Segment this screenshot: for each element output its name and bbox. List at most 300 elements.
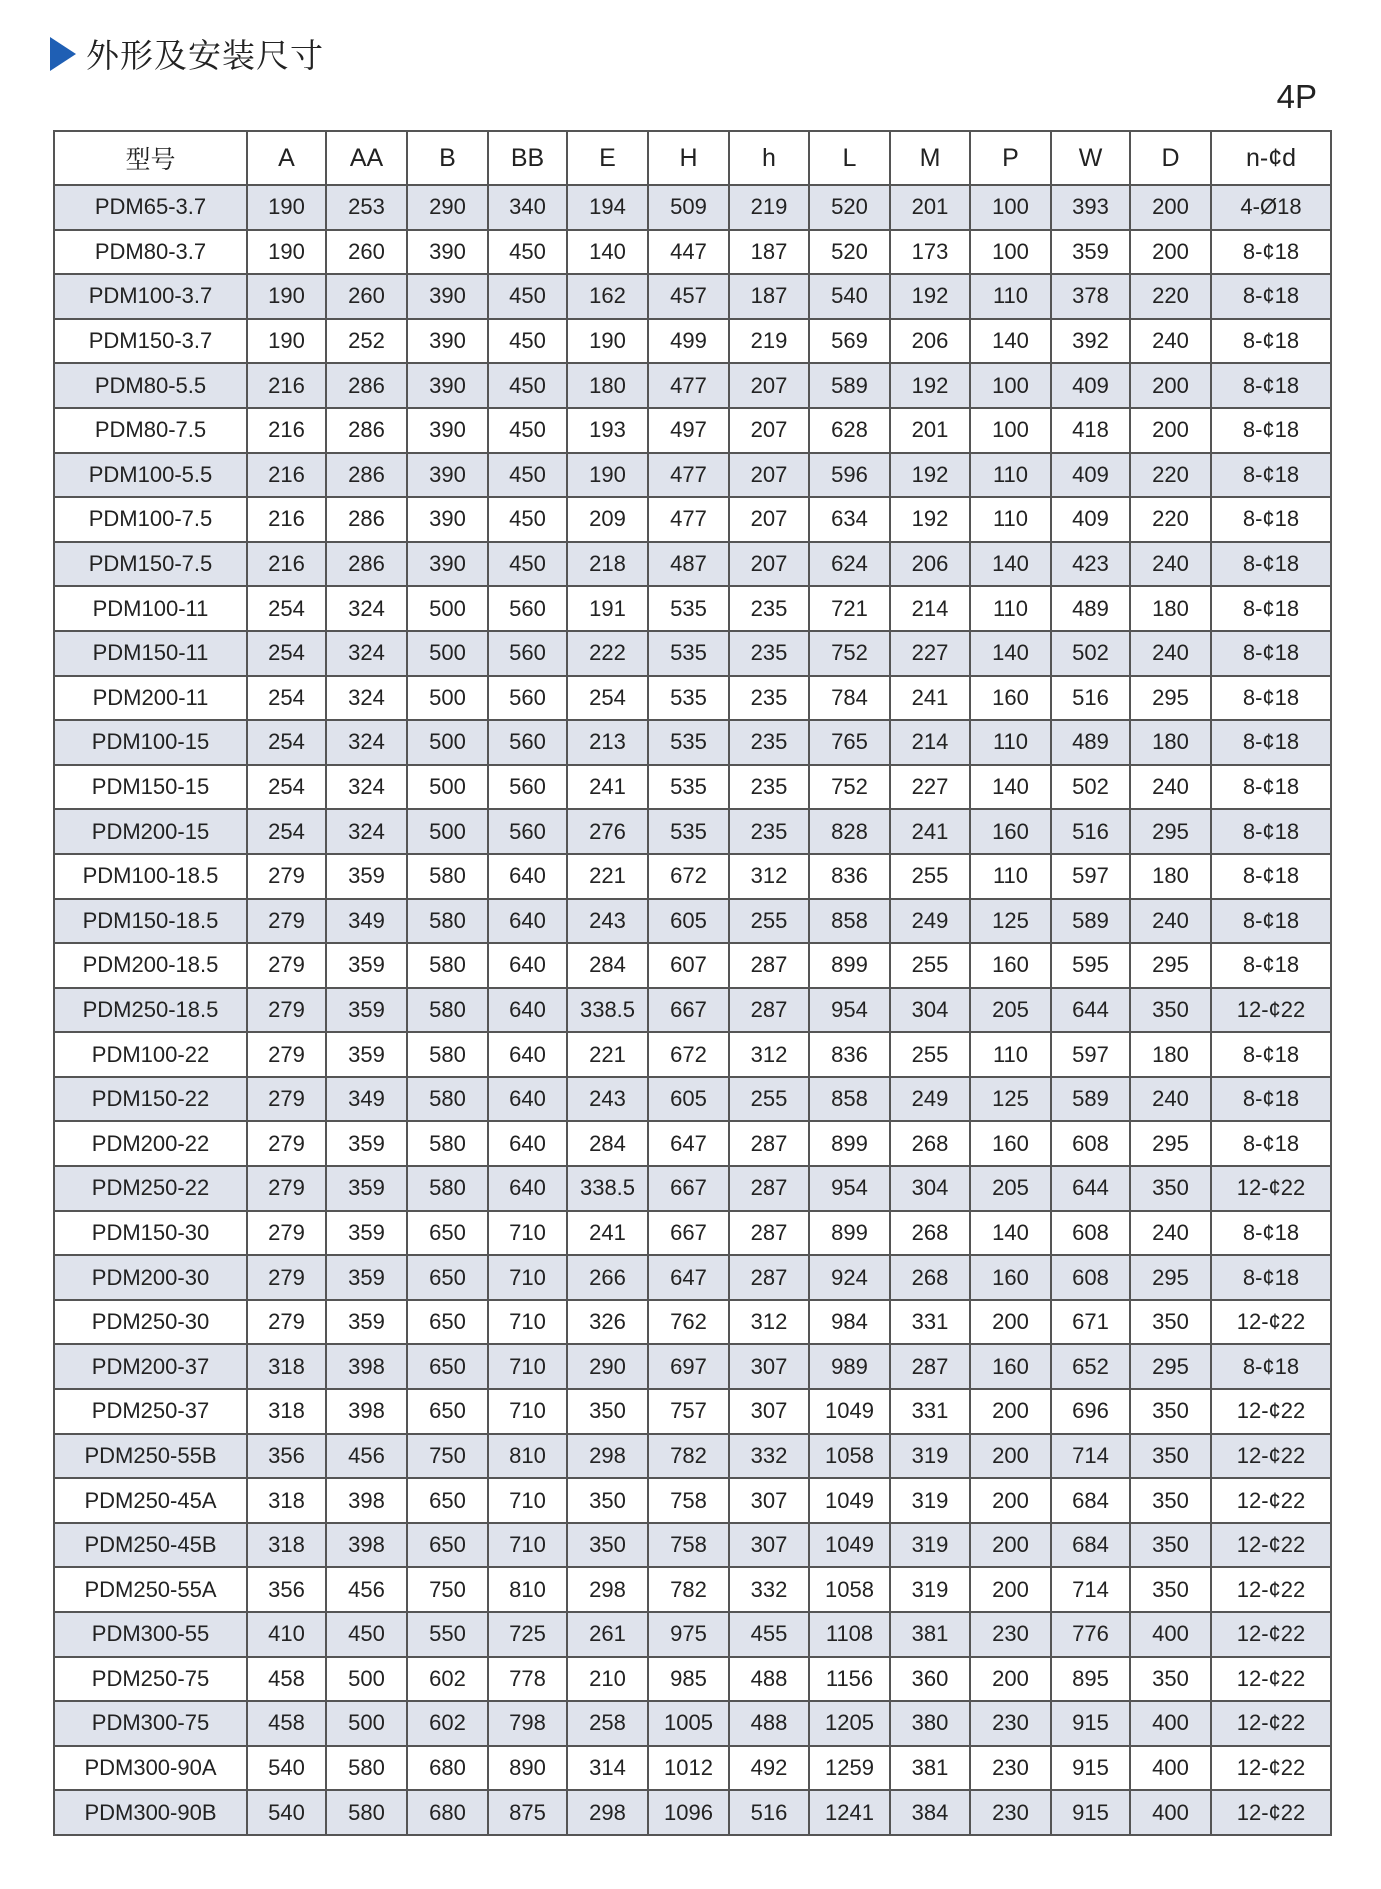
value-cell: 200 bbox=[1130, 230, 1211, 275]
value-cell: 219 bbox=[729, 185, 809, 230]
model-cell: PDM200-22 bbox=[54, 1121, 247, 1166]
value-cell: 390 bbox=[407, 542, 488, 587]
value-cell: 650 bbox=[407, 1478, 488, 1523]
model-cell: PDM150-11 bbox=[54, 631, 247, 676]
value-cell: 455 bbox=[729, 1612, 809, 1657]
value-cell: 324 bbox=[326, 809, 407, 854]
value-cell: 8-¢18 bbox=[1211, 274, 1331, 319]
model-cell: PDM100-15 bbox=[54, 720, 247, 765]
value-cell: 356 bbox=[247, 1567, 326, 1612]
value-cell: 240 bbox=[1130, 542, 1211, 587]
value-cell: 644 bbox=[1051, 1166, 1130, 1211]
value-cell: 580 bbox=[407, 1032, 488, 1077]
table-row bbox=[54, 1434, 1331, 1479]
value-cell: 1108 bbox=[809, 1612, 890, 1657]
value-cell: 350 bbox=[1130, 1478, 1211, 1523]
value-cell: 298 bbox=[567, 1567, 648, 1612]
value-cell: 187 bbox=[729, 274, 809, 319]
value-cell: 318 bbox=[247, 1478, 326, 1523]
table-row bbox=[54, 542, 1331, 587]
value-cell: 477 bbox=[648, 453, 729, 498]
column-header: B bbox=[407, 131, 488, 185]
value-cell: 605 bbox=[648, 899, 729, 944]
value-cell: 697 bbox=[648, 1344, 729, 1389]
value-cell: 220 bbox=[1130, 274, 1211, 319]
value-cell: 725 bbox=[488, 1612, 567, 1657]
value-cell: 193 bbox=[567, 408, 648, 453]
value-cell: 899 bbox=[809, 943, 890, 988]
value-cell: 125 bbox=[970, 899, 1051, 944]
value-cell: 458 bbox=[247, 1657, 326, 1702]
value-cell: 200 bbox=[970, 1478, 1051, 1523]
value-cell: 890 bbox=[488, 1746, 567, 1791]
value-cell: 314 bbox=[567, 1746, 648, 1791]
value-cell: 230 bbox=[970, 1612, 1051, 1657]
value-cell: 241 bbox=[567, 1211, 648, 1256]
value-cell: 915 bbox=[1051, 1701, 1130, 1746]
value-cell: 110 bbox=[970, 453, 1051, 498]
value-cell: 499 bbox=[648, 319, 729, 364]
table-row bbox=[54, 497, 1331, 542]
value-cell: 190 bbox=[567, 453, 648, 498]
value-cell: 492 bbox=[729, 1746, 809, 1791]
model-cell: PDM250-37 bbox=[54, 1389, 247, 1434]
value-cell: 319 bbox=[890, 1567, 970, 1612]
value-cell: 836 bbox=[809, 854, 890, 899]
value-cell: 8-¢18 bbox=[1211, 497, 1331, 542]
value-cell: 284 bbox=[567, 943, 648, 988]
value-cell: 589 bbox=[809, 363, 890, 408]
value-cell: 450 bbox=[326, 1612, 407, 1657]
value-cell: 279 bbox=[247, 1077, 326, 1122]
value-cell: 520 bbox=[809, 185, 890, 230]
value-cell: 589 bbox=[1051, 899, 1130, 944]
value-cell: 279 bbox=[247, 1211, 326, 1256]
value-cell: 650 bbox=[407, 1389, 488, 1434]
value-cell: 1049 bbox=[809, 1523, 890, 1568]
table-row bbox=[54, 230, 1331, 275]
value-cell: 1241 bbox=[809, 1790, 890, 1835]
value-cell: 924 bbox=[809, 1255, 890, 1300]
value-cell: 160 bbox=[970, 676, 1051, 721]
value-cell: 220 bbox=[1130, 497, 1211, 542]
table-row bbox=[54, 453, 1331, 498]
value-cell: 360 bbox=[890, 1657, 970, 1702]
value-cell: 190 bbox=[247, 185, 326, 230]
value-cell: 350 bbox=[1130, 1523, 1211, 1568]
value-cell: 560 bbox=[488, 765, 567, 810]
value-cell: 338.5 bbox=[567, 1166, 648, 1211]
value-cell: 500 bbox=[326, 1657, 407, 1702]
value-cell: 255 bbox=[890, 1032, 970, 1077]
value-cell: 12-¢22 bbox=[1211, 1746, 1331, 1791]
value-cell: 680 bbox=[407, 1746, 488, 1791]
value-cell: 318 bbox=[247, 1344, 326, 1389]
model-cell: PDM150-30 bbox=[54, 1211, 247, 1256]
value-cell: 502 bbox=[1051, 765, 1130, 810]
value-cell: 390 bbox=[407, 230, 488, 275]
value-cell: 205 bbox=[970, 1166, 1051, 1211]
value-cell: 8-¢18 bbox=[1211, 899, 1331, 944]
model-cell: PDM200-15 bbox=[54, 809, 247, 854]
value-cell: 255 bbox=[729, 899, 809, 944]
value-cell: 1058 bbox=[809, 1434, 890, 1479]
value-cell: 252 bbox=[326, 319, 407, 364]
value-cell: 390 bbox=[407, 453, 488, 498]
value-cell: 456 bbox=[326, 1434, 407, 1479]
value-cell: 240 bbox=[1130, 1211, 1211, 1256]
value-cell: 255 bbox=[729, 1077, 809, 1122]
value-cell: 201 bbox=[890, 408, 970, 453]
value-cell: 672 bbox=[648, 854, 729, 899]
value-cell: 12-¢22 bbox=[1211, 1523, 1331, 1568]
value-cell: 984 bbox=[809, 1300, 890, 1345]
model-cell: PDM150-18.5 bbox=[54, 899, 247, 944]
value-cell: 752 bbox=[809, 631, 890, 676]
value-cell: 8-¢18 bbox=[1211, 809, 1331, 854]
table-row bbox=[54, 1657, 1331, 1702]
value-cell: 650 bbox=[407, 1211, 488, 1256]
value-cell: 295 bbox=[1130, 809, 1211, 854]
value-cell: 672 bbox=[648, 1032, 729, 1077]
value-cell: 279 bbox=[247, 1032, 326, 1077]
value-cell: 605 bbox=[648, 1077, 729, 1122]
value-cell: 349 bbox=[326, 899, 407, 944]
value-cell: 450 bbox=[488, 363, 567, 408]
value-cell: 350 bbox=[1130, 1657, 1211, 1702]
table-row bbox=[54, 1166, 1331, 1211]
value-cell: 240 bbox=[1130, 765, 1211, 810]
value-cell: 359 bbox=[1051, 230, 1130, 275]
model-cell: PDM100-11 bbox=[54, 586, 247, 631]
value-cell: 304 bbox=[890, 1166, 970, 1211]
value-cell: 597 bbox=[1051, 1032, 1130, 1077]
value-cell: 279 bbox=[247, 1300, 326, 1345]
value-cell: 12-¢22 bbox=[1211, 1612, 1331, 1657]
value-cell: 535 bbox=[648, 809, 729, 854]
value-cell: 580 bbox=[407, 1077, 488, 1122]
value-cell: 398 bbox=[326, 1523, 407, 1568]
value-cell: 279 bbox=[247, 943, 326, 988]
table-row bbox=[54, 586, 1331, 631]
table-row bbox=[54, 1612, 1331, 1657]
table-row bbox=[54, 988, 1331, 1033]
value-cell: 254 bbox=[567, 676, 648, 721]
value-cell: 400 bbox=[1130, 1790, 1211, 1835]
value-cell: 778 bbox=[488, 1657, 567, 1702]
value-cell: 540 bbox=[247, 1746, 326, 1791]
value-cell: 276 bbox=[567, 809, 648, 854]
value-cell: 349 bbox=[326, 1077, 407, 1122]
value-cell: 338.5 bbox=[567, 988, 648, 1033]
value-cell: 8-¢18 bbox=[1211, 453, 1331, 498]
value-cell: 580 bbox=[407, 1121, 488, 1166]
value-cell: 409 bbox=[1051, 497, 1130, 542]
value-cell: 580 bbox=[407, 943, 488, 988]
value-cell: 356 bbox=[247, 1434, 326, 1479]
value-cell: 350 bbox=[567, 1389, 648, 1434]
value-cell: 520 bbox=[809, 230, 890, 275]
value-cell: 628 bbox=[809, 408, 890, 453]
value-cell: 8-¢18 bbox=[1211, 230, 1331, 275]
value-cell: 477 bbox=[648, 497, 729, 542]
value-cell: 254 bbox=[247, 631, 326, 676]
model-cell: PDM250-30 bbox=[54, 1300, 247, 1345]
model-cell: PDM250-55B bbox=[54, 1434, 247, 1479]
model-cell: PDM250-75 bbox=[54, 1657, 247, 1702]
value-cell: 640 bbox=[488, 943, 567, 988]
value-cell: 560 bbox=[488, 631, 567, 676]
model-cell: PDM100-22 bbox=[54, 1032, 247, 1077]
table-header-row bbox=[54, 131, 1331, 185]
value-cell: 640 bbox=[488, 988, 567, 1033]
value-cell: 580 bbox=[326, 1790, 407, 1835]
value-cell: 194 bbox=[567, 185, 648, 230]
value-cell: 359 bbox=[326, 1121, 407, 1166]
value-cell: 757 bbox=[648, 1389, 729, 1434]
value-cell: 205 bbox=[970, 988, 1051, 1033]
value-cell: 550 bbox=[407, 1612, 488, 1657]
value-cell: 140 bbox=[970, 542, 1051, 587]
value-cell: 667 bbox=[648, 1166, 729, 1211]
value-cell: 560 bbox=[488, 720, 567, 765]
value-cell: 359 bbox=[326, 943, 407, 988]
value-cell: 162 bbox=[567, 274, 648, 319]
model-cell: PDM200-37 bbox=[54, 1344, 247, 1389]
value-cell: 516 bbox=[1051, 809, 1130, 854]
value-cell: 331 bbox=[890, 1389, 970, 1434]
value-cell: 331 bbox=[890, 1300, 970, 1345]
model-cell: PDM300-55 bbox=[54, 1612, 247, 1657]
value-cell: 1049 bbox=[809, 1389, 890, 1434]
value-cell: 253 bbox=[326, 185, 407, 230]
value-cell: 8-¢18 bbox=[1211, 1077, 1331, 1122]
value-cell: 378 bbox=[1051, 274, 1130, 319]
value-cell: 456 bbox=[326, 1567, 407, 1612]
value-cell: 207 bbox=[729, 542, 809, 587]
value-cell: 447 bbox=[648, 230, 729, 275]
value-cell: 458 bbox=[247, 1701, 326, 1746]
value-cell: 110 bbox=[970, 497, 1051, 542]
value-cell: 1005 bbox=[648, 1701, 729, 1746]
value-cell: 295 bbox=[1130, 1121, 1211, 1166]
value-cell: 500 bbox=[407, 720, 488, 765]
value-cell: 602 bbox=[407, 1701, 488, 1746]
value-cell: 230 bbox=[970, 1701, 1051, 1746]
value-cell: 384 bbox=[890, 1790, 970, 1835]
value-cell: 206 bbox=[890, 319, 970, 364]
value-cell: 261 bbox=[567, 1612, 648, 1657]
value-cell: 125 bbox=[970, 1077, 1051, 1122]
value-cell: 221 bbox=[567, 1032, 648, 1077]
value-cell: 110 bbox=[970, 720, 1051, 765]
value-cell: 875 bbox=[488, 1790, 567, 1835]
value-cell: 324 bbox=[326, 765, 407, 810]
value-cell: 12-¢22 bbox=[1211, 988, 1331, 1033]
value-cell: 782 bbox=[648, 1434, 729, 1479]
value-cell: 500 bbox=[326, 1701, 407, 1746]
value-cell: 502 bbox=[1051, 631, 1130, 676]
section-header bbox=[50, 30, 324, 77]
value-cell: 12-¢22 bbox=[1211, 1478, 1331, 1523]
value-cell: 287 bbox=[729, 1166, 809, 1211]
table-row bbox=[54, 720, 1331, 765]
value-cell: 650 bbox=[407, 1344, 488, 1389]
value-cell: 12-¢22 bbox=[1211, 1567, 1331, 1612]
value-cell: 249 bbox=[890, 1077, 970, 1122]
value-cell: 350 bbox=[1130, 988, 1211, 1033]
value-cell: 200 bbox=[970, 1523, 1051, 1568]
value-cell: 975 bbox=[648, 1612, 729, 1657]
table-row bbox=[54, 185, 1331, 230]
value-cell: 254 bbox=[247, 765, 326, 810]
value-cell: 324 bbox=[326, 586, 407, 631]
value-cell: 201 bbox=[890, 185, 970, 230]
value-cell: 8-¢18 bbox=[1211, 1255, 1331, 1300]
value-cell: 290 bbox=[407, 185, 488, 230]
value-cell: 400 bbox=[1130, 1701, 1211, 1746]
value-cell: 758 bbox=[648, 1523, 729, 1568]
value-cell: 634 bbox=[809, 497, 890, 542]
value-cell: 140 bbox=[970, 319, 1051, 364]
value-cell: 390 bbox=[407, 319, 488, 364]
value-cell: 260 bbox=[326, 274, 407, 319]
value-cell: 110 bbox=[970, 586, 1051, 631]
value-cell: 710 bbox=[488, 1255, 567, 1300]
value-cell: 214 bbox=[890, 586, 970, 631]
value-cell: 200 bbox=[1130, 363, 1211, 408]
value-cell: 954 bbox=[809, 988, 890, 1033]
value-cell: 540 bbox=[809, 274, 890, 319]
value-cell: 160 bbox=[970, 809, 1051, 854]
value-cell: 8-¢18 bbox=[1211, 1211, 1331, 1256]
value-cell: 489 bbox=[1051, 720, 1130, 765]
value-cell: 8-¢18 bbox=[1211, 408, 1331, 453]
value-cell: 307 bbox=[729, 1344, 809, 1389]
model-cell: PDM80-3.7 bbox=[54, 230, 247, 275]
value-cell: 390 bbox=[407, 497, 488, 542]
value-cell: 190 bbox=[247, 319, 326, 364]
value-cell: 1096 bbox=[648, 1790, 729, 1835]
column-header: P bbox=[970, 131, 1051, 185]
value-cell: 295 bbox=[1130, 1344, 1211, 1389]
value-cell: 607 bbox=[648, 943, 729, 988]
value-cell: 710 bbox=[488, 1300, 567, 1345]
value-cell: 235 bbox=[729, 809, 809, 854]
value-cell: 497 bbox=[648, 408, 729, 453]
value-cell: 12-¢22 bbox=[1211, 1790, 1331, 1835]
value-cell: 12-¢22 bbox=[1211, 1657, 1331, 1702]
value-cell: 140 bbox=[567, 230, 648, 275]
value-cell: 765 bbox=[809, 720, 890, 765]
model-cell: PDM100-7.5 bbox=[54, 497, 247, 542]
value-cell: 782 bbox=[648, 1567, 729, 1612]
value-cell: 200 bbox=[970, 1567, 1051, 1612]
value-cell: 180 bbox=[1130, 720, 1211, 765]
value-cell: 899 bbox=[809, 1121, 890, 1166]
table-row bbox=[54, 408, 1331, 453]
value-cell: 1156 bbox=[809, 1657, 890, 1702]
table-row bbox=[54, 1032, 1331, 1077]
value-cell: 915 bbox=[1051, 1790, 1130, 1835]
column-header: n-¢d bbox=[1211, 131, 1331, 185]
value-cell: 381 bbox=[890, 1612, 970, 1657]
value-cell: 200 bbox=[970, 1300, 1051, 1345]
value-cell: 216 bbox=[247, 542, 326, 587]
value-cell: 287 bbox=[729, 1255, 809, 1300]
value-cell: 221 bbox=[567, 854, 648, 899]
value-cell: 241 bbox=[567, 765, 648, 810]
value-cell: 569 bbox=[809, 319, 890, 364]
model-cell: PDM150-3.7 bbox=[54, 319, 247, 364]
value-cell: 8-¢18 bbox=[1211, 542, 1331, 587]
value-cell: 235 bbox=[729, 676, 809, 721]
model-cell: PDM250-55A bbox=[54, 1567, 247, 1612]
value-cell: 393 bbox=[1051, 185, 1130, 230]
value-cell: 381 bbox=[890, 1746, 970, 1791]
value-cell: 190 bbox=[247, 274, 326, 319]
value-cell: 286 bbox=[326, 497, 407, 542]
value-cell: 240 bbox=[1130, 1077, 1211, 1122]
value-cell: 298 bbox=[567, 1790, 648, 1835]
table-row bbox=[54, 943, 1331, 988]
value-cell: 230 bbox=[970, 1746, 1051, 1791]
value-cell: 279 bbox=[247, 988, 326, 1033]
value-cell: 1012 bbox=[648, 1746, 729, 1791]
value-cell: 254 bbox=[247, 586, 326, 631]
value-cell: 1058 bbox=[809, 1567, 890, 1612]
value-cell: 671 bbox=[1051, 1300, 1130, 1345]
value-cell: 192 bbox=[890, 274, 970, 319]
value-cell: 240 bbox=[1130, 319, 1211, 364]
table-row bbox=[54, 1344, 1331, 1389]
value-cell: 390 bbox=[407, 274, 488, 319]
value-cell: 12-¢22 bbox=[1211, 1701, 1331, 1746]
value-cell: 12-¢22 bbox=[1211, 1166, 1331, 1211]
value-cell: 509 bbox=[648, 185, 729, 230]
model-cell: PDM100-3.7 bbox=[54, 274, 247, 319]
value-cell: 450 bbox=[488, 542, 567, 587]
value-cell: 810 bbox=[488, 1434, 567, 1479]
value-cell: 243 bbox=[567, 899, 648, 944]
model-cell: PDM300-90B bbox=[54, 1790, 247, 1835]
table-row bbox=[54, 1211, 1331, 1256]
value-cell: 210 bbox=[567, 1657, 648, 1702]
value-cell: 350 bbox=[1130, 1389, 1211, 1434]
value-cell: 752 bbox=[809, 765, 890, 810]
value-cell: 295 bbox=[1130, 1255, 1211, 1300]
table-row bbox=[54, 1523, 1331, 1568]
value-cell: 287 bbox=[729, 1121, 809, 1166]
value-cell: 200 bbox=[970, 1434, 1051, 1479]
value-cell: 380 bbox=[890, 1701, 970, 1746]
value-cell: 312 bbox=[729, 1032, 809, 1077]
value-cell: 954 bbox=[809, 1166, 890, 1211]
value-cell: 560 bbox=[488, 809, 567, 854]
value-cell: 298 bbox=[567, 1434, 648, 1479]
value-cell: 560 bbox=[488, 676, 567, 721]
table-row bbox=[54, 899, 1331, 944]
column-header: h bbox=[729, 131, 809, 185]
value-cell: 8-¢18 bbox=[1211, 720, 1331, 765]
value-cell: 392 bbox=[1051, 319, 1130, 364]
table-row bbox=[54, 631, 1331, 676]
value-cell: 488 bbox=[729, 1701, 809, 1746]
value-cell: 535 bbox=[648, 720, 729, 765]
value-cell: 596 bbox=[809, 453, 890, 498]
model-cell: PDM100-5.5 bbox=[54, 453, 247, 498]
value-cell: 710 bbox=[488, 1478, 567, 1523]
